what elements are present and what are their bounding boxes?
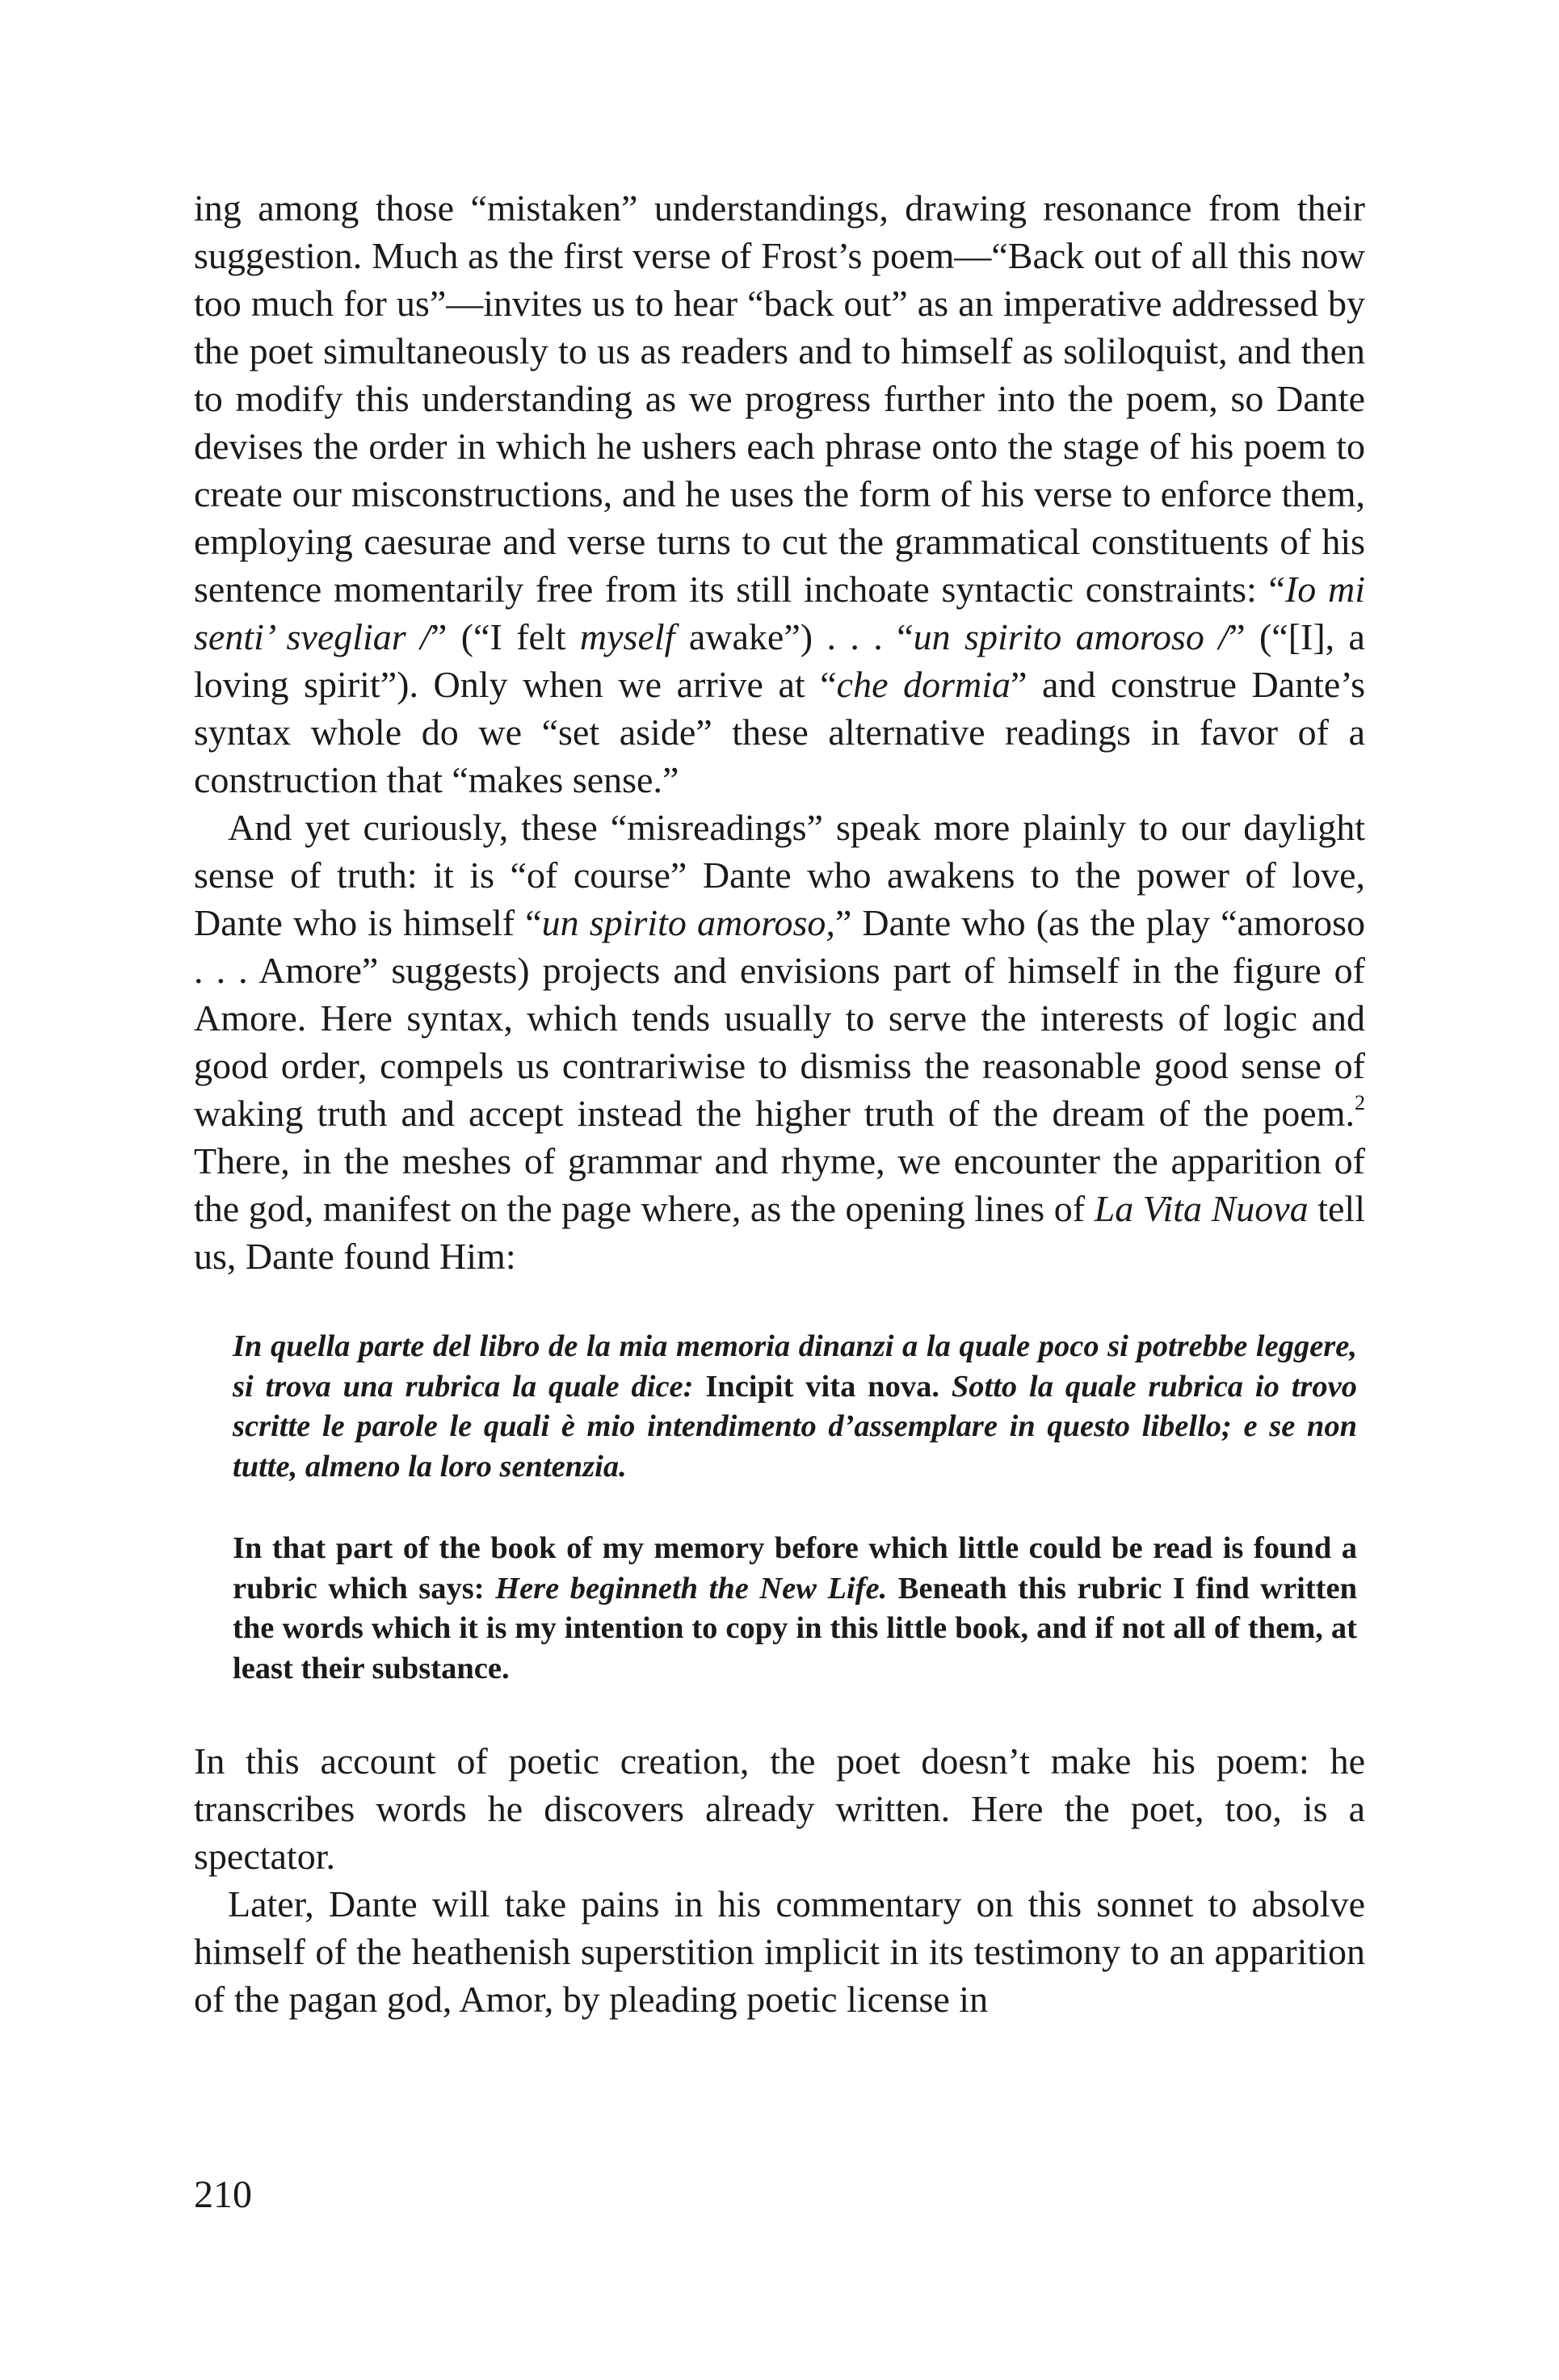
page-body	[194, 184, 1365, 2023]
p2-text-3: There, in the meshes of grammar and rhyme, we encounter the apparition of the god, manifest on the page where, as the opening lines of	[194, 1140, 1365, 1229]
footnote-marker: 2	[1355, 1090, 1365, 1114]
p2-italic-1: un spirito amoroso,	[541, 902, 835, 943]
quote-italian-rubric: Incipit vita nova.	[705, 1369, 939, 1404]
p1-italic-1: Io mi senti’ svegliar /	[194, 569, 1365, 657]
paragraph-4	[194, 1880, 1365, 2023]
p2-italic-2: La Vita Nuova	[1094, 1188, 1309, 1229]
quote-english-text-2: Beneath this rubric I find written the words which it is my intention to copy in this little book, and if not all of them, at least their substance.	[233, 1571, 1358, 1685]
block-quote-english	[233, 1529, 1357, 1689]
p2-text-2: ” Dante who (as the play “amoroso . . . Amore” suggests) projects and envisions part of himself in the figure of Amore. Here syntax, which tends usually to serve the interests of logic and good order, compels us contrariwise to dismiss the reasonable good sense of waking truth and accept instead the higher truth of the dream of the poem.	[194, 902, 1365, 1134]
p1-italic-3: un spirito amoroso /	[913, 616, 1229, 657]
p1-italic-4: che dormia	[836, 664, 1011, 705]
page-number: 210	[194, 2173, 252, 2216]
quote-english-text-1: In that part of the book of my memory before which little could be read is found a rubric which says:	[233, 1531, 1357, 1606]
block-quote-italian	[233, 1327, 1357, 1487]
quote-italian-text-1: In quella parte del libro de la mia memoria dinanzi a la quale poco si potrebbe leggere, si trova una rubrica la quale dice:	[233, 1329, 1357, 1404]
quote-english-rubric: Here beginneth the New Life.	[495, 1571, 888, 1606]
p4-text-1: Later, Dante will take pains in his commentary on this sonnet to absolve himself of the heathenish superstition implicit in its testimony to an apparition of the pagan god, Amor, by pleading poetic license in	[194, 1883, 1365, 2020]
p2-text-1: And yet curiously, these “misreadings” speak more plainly to our daylight sense of truth: it is “of course” Dante who awakens to the power of love, Dante who is himself “	[194, 807, 1365, 943]
p1-text-2: ” (“I felt	[430, 616, 580, 657]
p1-text-1: ing among those “mistaken” understandings, drawing resonance from their suggestion. Much as the first verse of Frost’s poem—“Back out of all this now too much for us”—invites us to hear “back out” as an imperative addressed by the poet simultaneously to us as readers and to himself as soliloquist, and then to modify this understanding as we progress further into the poem, so Dante devises the order in which he ushers each phrase onto the stage of his poem to create our misconstructions, and he uses the form of his verse to enforce them, employing caesurae and verse turns to cut the grammatical constituents of his sentence momentarily free from its still inchoate syntactic constraints: “	[194, 187, 1365, 610]
p1-italic-2: myself	[579, 616, 675, 657]
paragraph-1	[194, 184, 1365, 804]
paragraph-2	[194, 804, 1365, 1280]
p1-text-4: ” (“[I], a loving spirit”). Only when we arrive at “	[194, 616, 1365, 705]
p2-text-4: tell us, Dante found Him:	[194, 1188, 1365, 1277]
quote-italian-text-2: Sotto la quale rubrica io trovo scritte le parole le quali è mio intendimento d’assemplare in questo libello; e se non tutte, almeno la loro sentenzia.	[233, 1369, 1357, 1484]
p1-text-5: ” and construe Dante’s syntax whole do we “set aside” these alternative readings in favor of a construction that “makes sense.”	[194, 664, 1365, 800]
p3-text-1: In this account of poetic creation, the poet doesn’t make his poem: he transcribes words he discovers already written. Here the poet, too, is a spectator.	[194, 1740, 1365, 1877]
paragraph-3	[194, 1737, 1365, 1880]
p1-text-3: awake”) . . . “	[674, 616, 914, 657]
